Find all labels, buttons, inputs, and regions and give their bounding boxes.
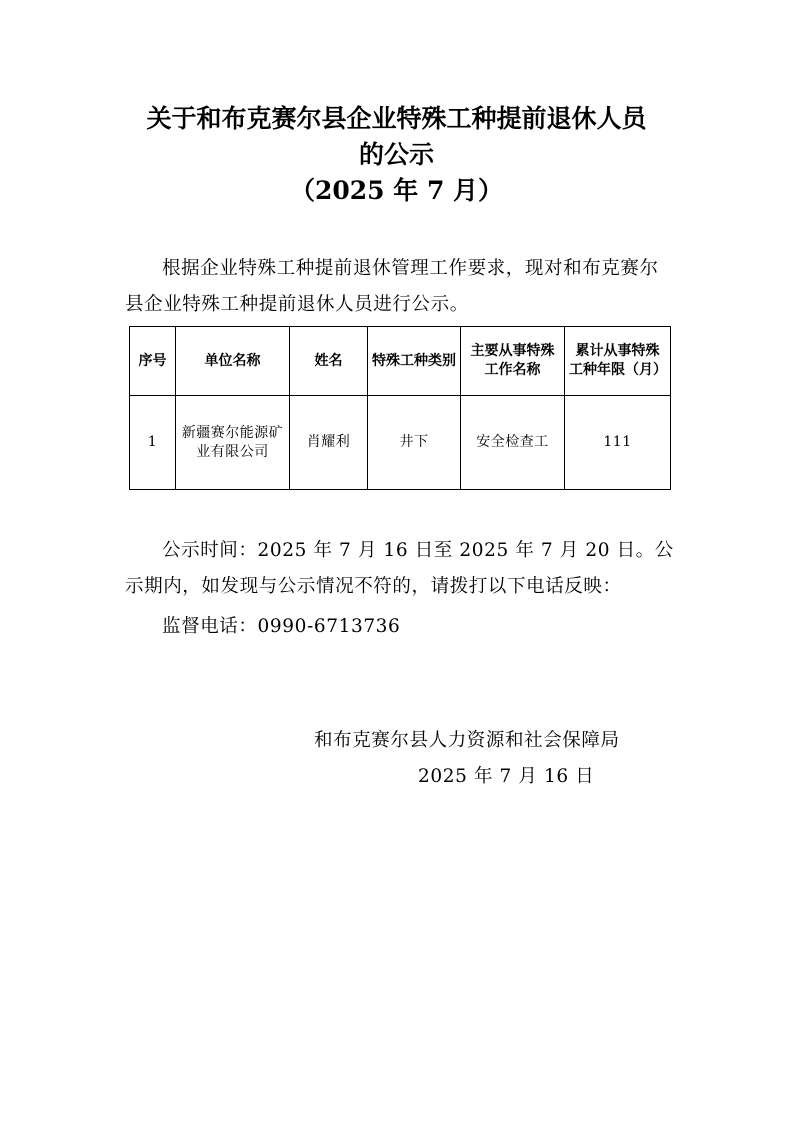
cell-unit: 新疆赛尔能源矿业有限公司 (176, 396, 290, 490)
cell-job: 安全检查工 (461, 396, 565, 490)
supervision-phone: 监督电话：0990-6713736 (162, 616, 401, 637)
table-header-row (130, 327, 671, 396)
signature-date: 2025 年 7 月 16 日 (418, 766, 595, 787)
header-seq: 序号 (130, 327, 176, 396)
intro-paragraph: 根据企业特殊工种提前退休管理工作要求，现对和布克赛尔县企业特殊工种提前退休人员进行公示。 (125, 258, 659, 315)
cell-name: 肖耀利 (290, 396, 368, 490)
header-name: 姓名 (290, 327, 368, 396)
header-job: 主要从事特殊工作名称 (461, 327, 565, 396)
header-category: 特殊工种类别 (368, 327, 461, 396)
header-months: 累计从事特殊工种年限（月） (565, 327, 671, 396)
table-row (130, 396, 671, 490)
document-title-continued: 的公示 (358, 140, 434, 169)
cell-months: 111 (565, 396, 671, 490)
retiree-table (129, 326, 671, 490)
document-title-date: （2025 年 7 月） (289, 176, 504, 205)
cell-category: 井下 (368, 396, 461, 490)
document-title: 关于和布克赛尔县企业特殊工种提前退休人员 (146, 104, 647, 133)
header-unit: 单位名称 (176, 327, 290, 396)
signature-organization: 和布克赛尔县人力资源和社会保障局 (314, 730, 620, 751)
notice-period-paragraph: 公示时间：2025 年 7 月 16 日至 2025 年 7 月 20 日。公示期内，如发现与公示情况不符的，请拨打以下电话反映： (125, 540, 674, 597)
cell-seq: 1 (130, 396, 176, 490)
